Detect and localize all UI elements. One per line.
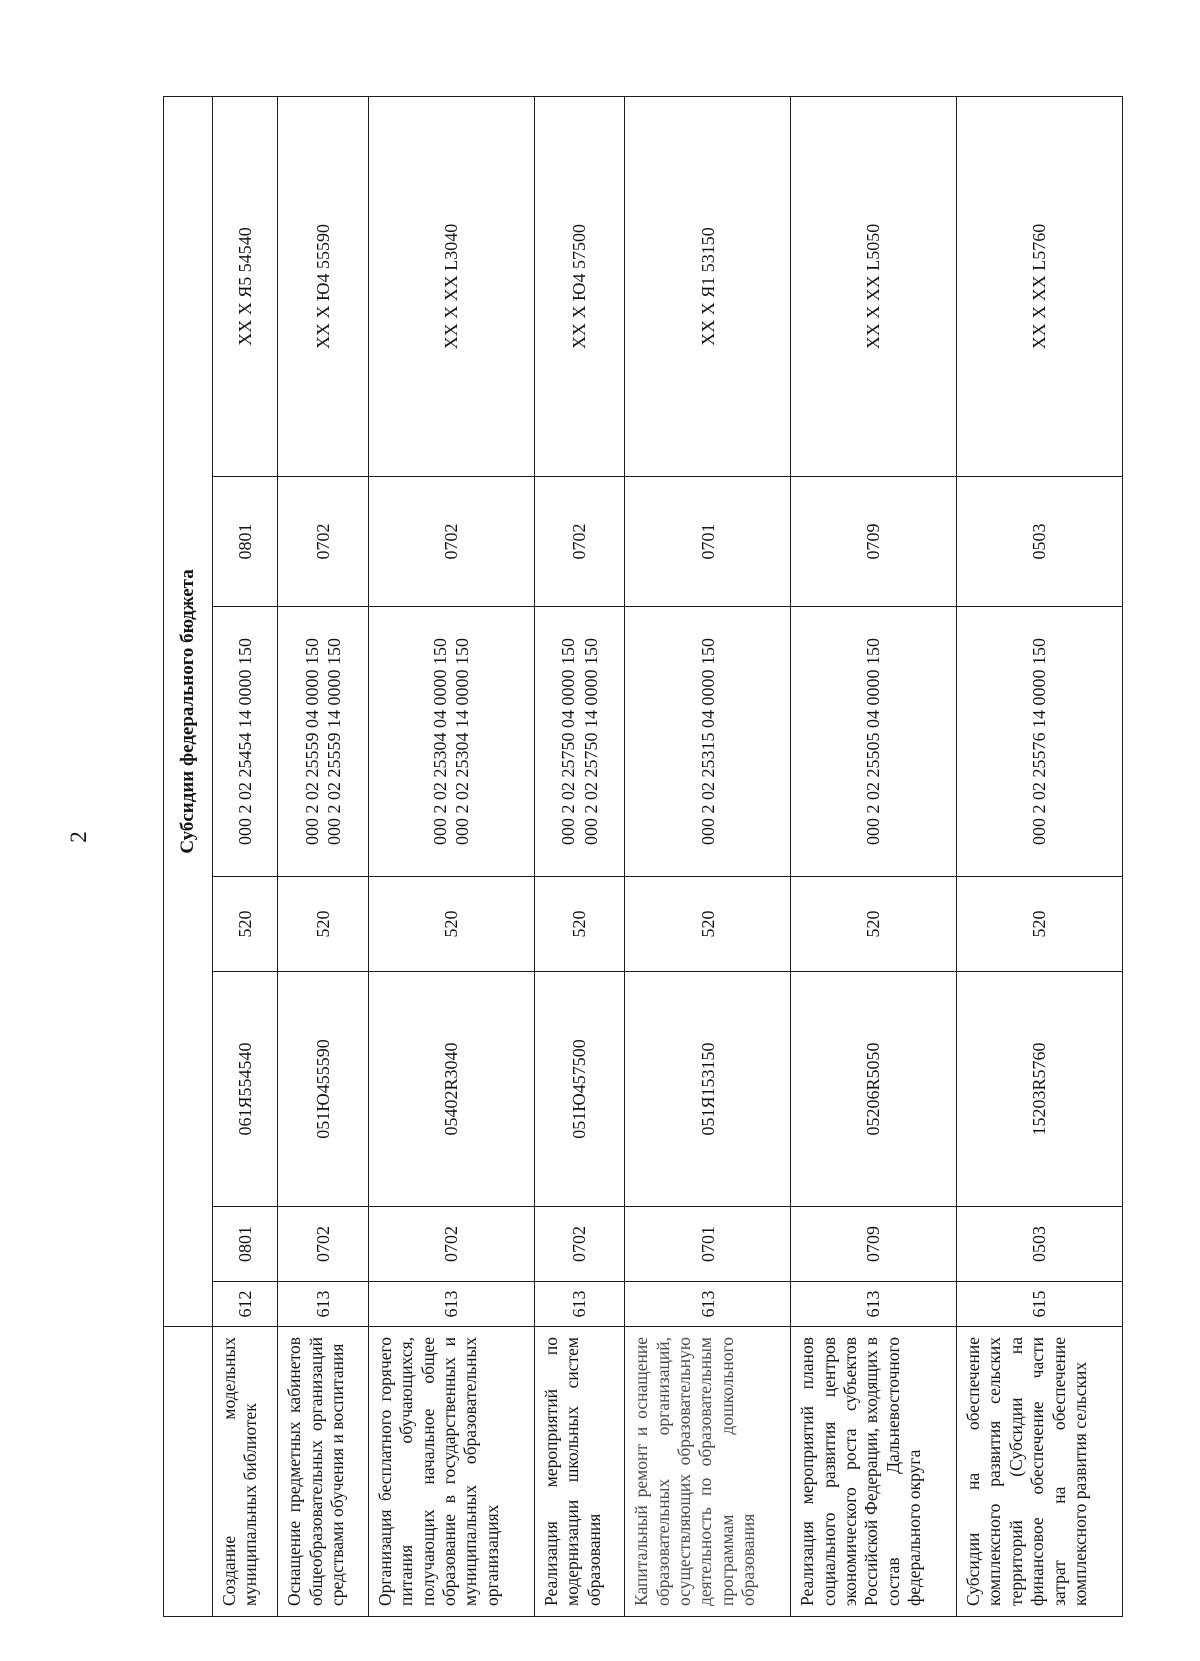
row-expense-type: 520 (534, 877, 625, 972)
row-section-code-2: 0702 (369, 477, 535, 607)
table-row (278, 96, 369, 1616)
row-target-code: 051Я153150 (625, 972, 791, 1207)
revenue-code: 000 2 02 25304 04 0000 150 (429, 638, 450, 845)
row-section-code-2: 0709 (791, 477, 957, 607)
row-type-code: 613 (791, 1282, 957, 1327)
row-description: Капитальный ремонт и оснащение образовательных организаций, осуществляющих образовательную деятельность по образовательным программам дошкольного образования (625, 1327, 791, 1617)
row-description: Создание модельных муниципальных библиотек (213, 1327, 278, 1617)
row-description: Реализация мероприятий планов социального развития центров экономического роста субъектов Российской Федерации, входящих в состав Дальневосточного федерального округа (791, 1327, 957, 1617)
row-expense-type: 520 (213, 877, 278, 972)
row-revenue-codes (534, 607, 625, 877)
row-revenue-codes (957, 607, 1123, 877)
revenue-code: 000 2 02 25505 04 0000 150 (863, 638, 884, 845)
row-type-code: 613 (625, 1282, 791, 1327)
row-target-code: 051Ю457500 (534, 972, 625, 1207)
row-target-code: 05206R5050 (791, 972, 957, 1207)
row-section-code: 0702 (369, 1207, 535, 1282)
row-section-code: 0503 (957, 1207, 1123, 1282)
row-revenue-codes (213, 607, 278, 877)
row-target-code-2: XX X XX L3040 (369, 96, 535, 476)
row-section-code: 0709 (791, 1207, 957, 1282)
row-target-code-2: XX X Я5 54540 (213, 96, 278, 476)
row-section-code-2: 0702 (534, 477, 625, 607)
row-target-code: 051Ю455590 (278, 972, 369, 1207)
section-header-empty-cell (164, 1327, 213, 1617)
row-revenue-codes (369, 607, 535, 877)
row-description: Субсидии на обеспечение комплексного развития сельских территорий (Субсидии на финансовое обеспечение части затрат на обеспечение комплексного развития сельских (957, 1327, 1123, 1617)
row-target-code: 05402R3040 (369, 972, 535, 1207)
table-row (791, 96, 957, 1616)
row-expense-type: 520 (791, 877, 957, 972)
row-section-code-2: 0702 (278, 477, 369, 607)
row-section-code-2: 0801 (213, 477, 278, 607)
row-target-code: 061Я554540 (213, 972, 278, 1207)
row-revenue-codes (791, 607, 957, 877)
table-row (213, 96, 278, 1616)
revenue-code: 000 2 02 25576 14 0000 150 (1029, 638, 1050, 845)
row-type-code: 613 (278, 1282, 369, 1327)
row-target-code-2: XX X XX L5760 (957, 96, 1123, 476)
revenue-code: 000 2 02 25315 04 0000 150 (697, 638, 718, 845)
section-title: Субсидии федерального бюджета (164, 96, 213, 1326)
row-expense-type: 520 (278, 877, 369, 972)
row-section-code: 0801 (213, 1207, 278, 1282)
section-header-row (164, 96, 213, 1616)
row-target-code-2: XX X Ю4 57500 (534, 96, 625, 476)
table-row (957, 96, 1123, 1616)
row-description: Организация бесплатного горячего питания обучающихся, получающих начальное общее образование в государственных и муниципальных образовательных организациях (369, 1327, 535, 1617)
row-section-code-2: 0701 (625, 477, 791, 607)
table-row (369, 96, 535, 1616)
row-description: Оснащение предметных кабинетов общеобразовательных организаций средствами обучения и воспитания (278, 1327, 369, 1617)
table-row (625, 96, 791, 1616)
row-description: Реализация мероприятий по модернизации школьных систем образования (534, 1327, 625, 1617)
row-expense-type: 520 (625, 877, 791, 972)
row-section-code: 0702 (278, 1207, 369, 1282)
revenue-code: 000 2 02 25454 14 0000 150 (234, 638, 255, 845)
row-expense-type: 520 (369, 877, 535, 972)
row-revenue-codes (625, 607, 791, 877)
row-section-code: 0702 (534, 1207, 625, 1282)
revenue-code: 000 2 02 25559 14 0000 150 (324, 638, 345, 845)
row-type-code: 615 (957, 1282, 1123, 1327)
row-target-code-2: XX X Ю4 55590 (278, 96, 369, 476)
page-number: 2 (66, 831, 91, 843)
row-target-code: 15203R5760 (957, 972, 1123, 1207)
row-revenue-codes (278, 607, 369, 877)
revenue-code: 000 2 02 25304 14 0000 150 (452, 638, 473, 845)
row-section-code: 0701 (625, 1207, 791, 1282)
row-type-code: 613 (369, 1282, 535, 1327)
row-target-code-2: XX X Я1 53150 (625, 96, 791, 476)
row-expense-type: 520 (957, 877, 1123, 972)
table-row (534, 96, 625, 1616)
revenue-code: 000 2 02 25559 04 0000 150 (301, 638, 322, 845)
row-target-code-2: XX X XX L5050 (791, 96, 957, 476)
row-type-code: 612 (213, 1282, 278, 1327)
row-type-code: 613 (534, 1282, 625, 1327)
revenue-code: 000 2 02 25750 14 0000 150 (580, 638, 601, 845)
revenue-code: 000 2 02 25750 04 0000 150 (558, 638, 579, 845)
row-section-code-2: 0503 (957, 477, 1123, 607)
rotated-table-container (163, 97, 1123, 1617)
subsidy-table (163, 96, 1123, 1617)
